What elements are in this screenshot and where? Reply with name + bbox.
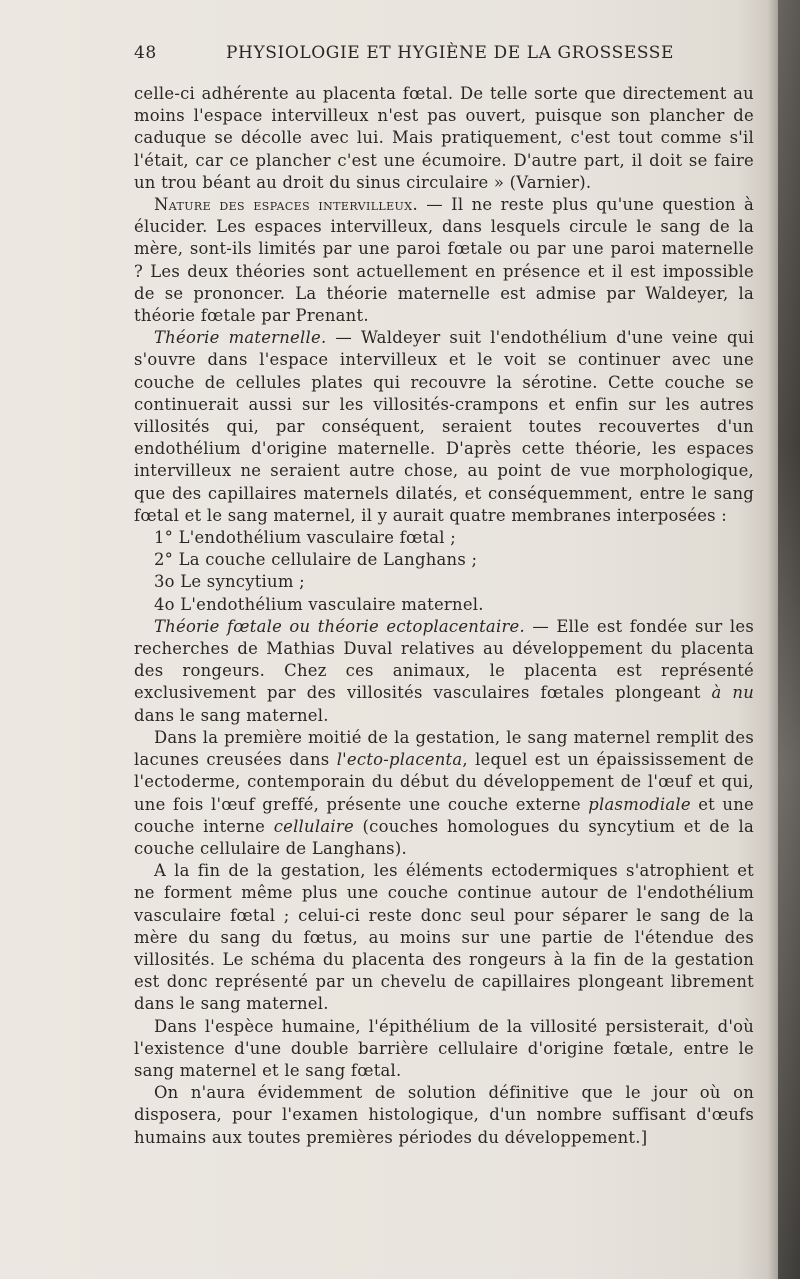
- list-item: 2° La couche cellulaire de Langhans ;: [154, 550, 478, 570]
- page-header: [134, 43, 754, 69]
- section-heading: Théorie maternelle.: [154, 328, 327, 348]
- section-heading: Nature des espaces intervilleux.: [154, 195, 419, 215]
- page-number: 48: [134, 43, 157, 63]
- paragraph: A la fin de la gestation, les éléments ectodermiques s'atrophient et ne forment même plus une couche continue autour de l'endothélium vasculaire fœtal ; celui-ci reste donc seul pour séparer le sang de la mère du sang du fœtus, au moins sur une partie de l'étendue des villosités. Le schéma du placenta des rongeurs à la fin de la gestation est donc représenté par un chevelu de capillaires plongeant librement dans le sang maternel.: [134, 861, 754, 1014]
- paragraph: celle-ci adhérente au placenta fœtal. De telle sorte que directement au moins l'espace intervilleux n'est pas ouvert, puisque son plancher de caduque se décolle avec lui. Mais pratiquement, c'est tout comme s'il l'était, car ce plancher c'est une écumoire. D'autre part, il doit se faire un trou béant au droit du sinus circulaire » (Varnier).: [134, 84, 754, 192]
- paragraph-text: Dans la première moitié de la gestation, le sang maternel remplit des lacunes creusées dans: [134, 727, 754, 770]
- paragraph-text: — Il ne reste plus qu'une question à élucider. Les espaces intervilleux, dans lesquels circule le sang de la mère, sont-ils limités par une paroi fœtale ou par une paroi maternelle ? Les deux théories sont actuellement en présence et il est impossible de se prononcer. La théorie maternelle est admise par Waldeyer, la théorie fœtale par Prenant.: [134, 195, 754, 326]
- list-item: 3o Le syncytium ;: [154, 572, 305, 592]
- section-heading: Théorie fœtale ou théorie ectoplacentaire.: [154, 616, 525, 636]
- paragraph-theorie-foetale: [134, 616, 754, 727]
- paragraph-text: — Waldeyer suit l'endothélium d'une veine qui s'ouvre dans l'espace intervilleux et le voit se continuer avec une couche de cellules plates qui recouvre la sérotine. Cette couche se continuerait aussi sur les villosités-crampons et enfin sur les autres villosités qui, par conséquent, seraient toutes recouvertes d'un endothélium d'origine maternelle. D'après cette théorie, les espaces intervilleux ne seraient autre chose, au point de vue morphologique, que des capillaires maternels dilatés, et conséquemment, entre le sang fœtal et le sang maternel, il y aurait quatre membranes interposées :: [134, 328, 754, 525]
- list-item: 4o L'endothélium vasculaire maternel.: [154, 594, 484, 614]
- paragraph: Dans l'espèce humaine, l'épithélium de la villosité persisterait, d'où l'existence d'une double barrière cellulaire d'origine fœtale, entre le sang maternel et le sang fœtal.: [134, 1016, 754, 1080]
- paragraph-text: — Elle est fondée sur les recherches de Mathias Duval relatives au développement du placenta des rongeurs. Chez ces animaux, le placenta est représenté exclusivement par des villosités vasculaires fœtales plongeant: [134, 616, 754, 703]
- body-text: [134, 83, 754, 1149]
- page-edge: [778, 0, 800, 1279]
- italic-term: l'ecto-placenta: [336, 750, 463, 770]
- paragraph-text: , lequel est un épaississement de l'ectoderme, contemporain du début du développement de l'œuf et qui, une fois l'œuf greffé, présente une couche externe: [134, 750, 754, 814]
- italic-term: plasmodiale: [588, 794, 691, 814]
- paragraph-theorie-maternelle: [134, 327, 754, 527]
- paragraph-nature-espaces: [134, 194, 754, 327]
- paragraph-text: (couches homologues du syncytium et de la couche cellulaire de Langhans).: [134, 816, 754, 858]
- paragraph-text: dans le sang maternel.: [134, 705, 329, 725]
- running-title: PHYSIOLOGIE ET HYGIÈNE DE LA GROSSESSE: [226, 43, 675, 63]
- list-item: 1° L'endothélium vasculaire fœtal ;: [154, 528, 457, 548]
- paragraph-text: et une couche interne: [134, 794, 754, 836]
- italic-phrase: à nu: [711, 683, 754, 703]
- italic-term: cellulaire: [273, 816, 354, 836]
- paragraph-gestation: [134, 727, 754, 860]
- paragraph: On n'aura évidemment de solution définitive que le jour où on disposera, pour l'examen histologique, d'un nombre suffisant d'œufs humains aux toutes premières périodes du développement.]: [134, 1083, 754, 1147]
